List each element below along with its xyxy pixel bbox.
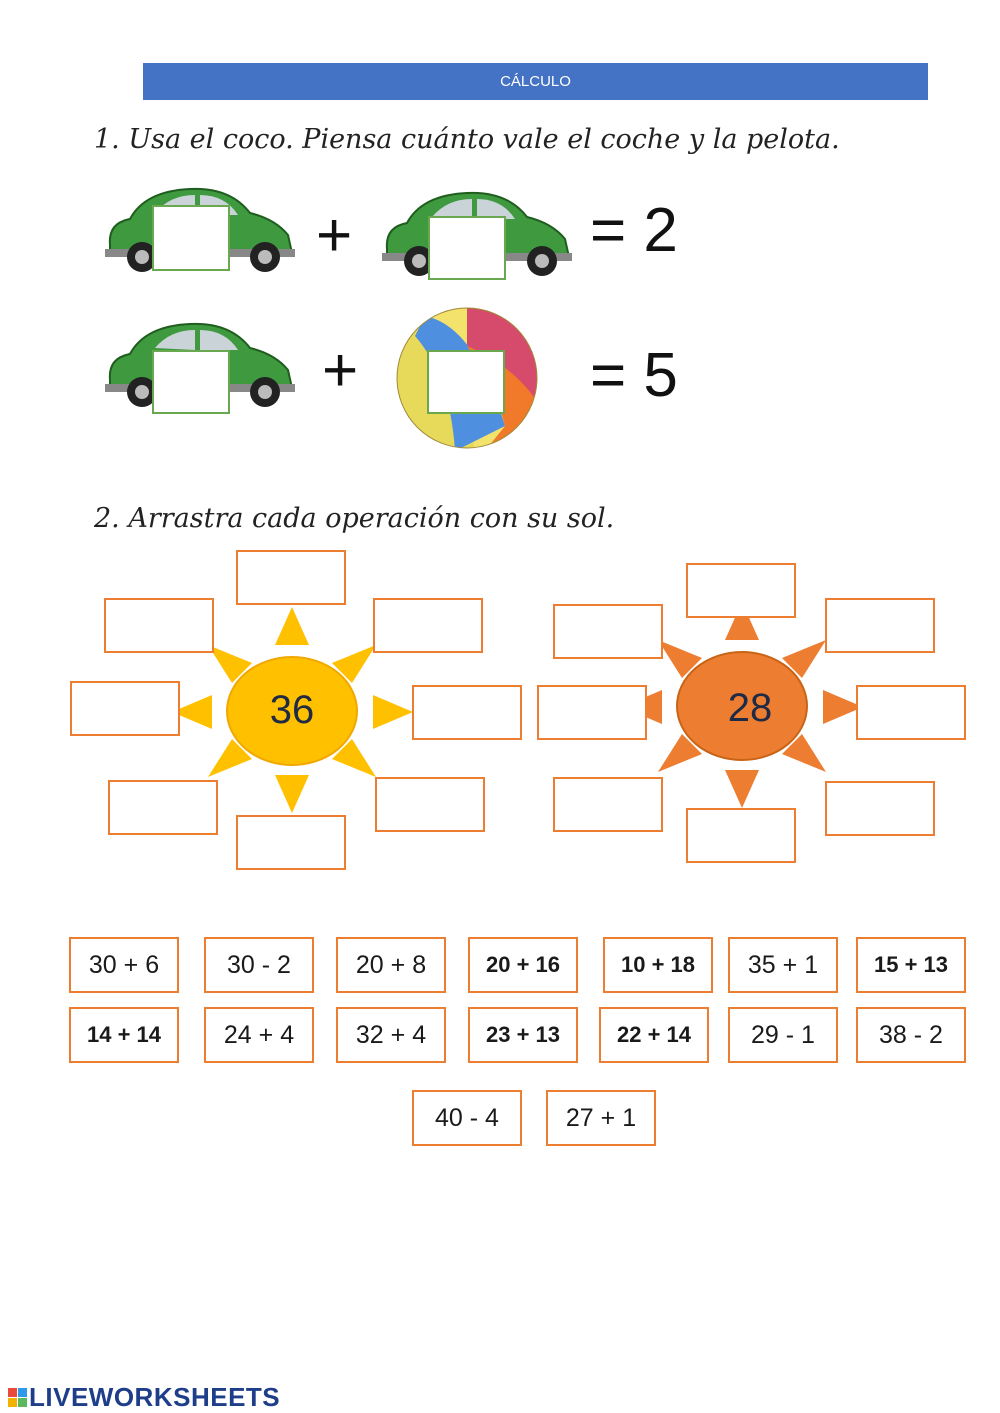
drop-box-sun-36[interactable] — [412, 685, 522, 740]
operation-chip[interactable]: 14 + 14 — [69, 1007, 179, 1063]
drop-box-sun-28[interactable] — [686, 808, 796, 863]
drop-box-sun-28[interactable] — [553, 777, 663, 832]
operation-chip[interactable]: 38 - 2 — [856, 1007, 966, 1063]
operation-chip[interactable]: 27 + 1 — [546, 1090, 656, 1146]
operation-chip[interactable]: 20 + 16 — [468, 937, 578, 993]
operation-chip[interactable]: 29 - 1 — [728, 1007, 838, 1063]
plus-sign: + — [316, 201, 353, 270]
operation-chip[interactable]: 30 - 2 — [204, 937, 314, 993]
page-title-bar — [143, 63, 928, 100]
operation-chip[interactable]: 22 + 14 — [599, 1007, 709, 1063]
operation-chip[interactable]: 32 + 4 — [336, 1007, 446, 1063]
operation-chip[interactable]: 40 - 4 — [412, 1090, 522, 1146]
drop-box-sun-28[interactable] — [825, 781, 935, 836]
operation-chip[interactable]: 30 + 6 — [69, 937, 179, 993]
drop-box-sun-28[interactable] — [686, 563, 796, 618]
drop-box-sun-28[interactable] — [537, 685, 647, 740]
drop-box-sun-36[interactable] — [236, 550, 346, 605]
operation-chip[interactable]: 24 + 4 — [204, 1007, 314, 1063]
result-5: = 5 — [590, 341, 678, 410]
drop-box-sun-36[interactable] — [236, 815, 346, 870]
drop-box-sun-28[interactable] — [856, 685, 966, 740]
drop-box-sun-36[interactable] — [104, 598, 214, 653]
operation-chip[interactable]: 20 + 8 — [336, 937, 446, 993]
drop-box-sun-28[interactable] — [825, 598, 935, 653]
page-title: CÁLCULO — [500, 73, 571, 90]
car-answer-box-1[interactable] — [152, 205, 230, 271]
operation-chip[interactable]: 15 + 13 — [856, 937, 966, 993]
sun-value-28: 28 — [727, 686, 773, 730]
ball-answer-box[interactable] — [427, 350, 505, 414]
exercise-1-instruction: 1. Usa el coco. Piensa cuánto vale el coche y la pelota. — [94, 124, 840, 155]
drop-box-sun-28[interactable] — [553, 604, 663, 659]
drop-box-sun-36[interactable] — [375, 777, 485, 832]
liveworksheets-logo — [8, 1382, 280, 1413]
drop-box-sun-36[interactable] — [373, 598, 483, 653]
car-answer-box-2[interactable] — [428, 216, 506, 280]
result-2: = 2 — [590, 196, 678, 265]
exercise-2-instruction: 2. Arrastra cada operación con su sol. — [94, 503, 615, 534]
plus-sign: + — [322, 336, 359, 405]
brand-grid-icon — [8, 1388, 27, 1407]
operation-chip[interactable]: 35 + 1 — [728, 937, 838, 993]
operation-chip[interactable]: 10 + 18 — [603, 937, 713, 993]
drop-box-sun-36[interactable] — [70, 681, 180, 736]
car-answer-box-3[interactable] — [152, 350, 230, 414]
operation-chip[interactable]: 23 + 13 — [468, 1007, 578, 1063]
sun-value-36: 36 — [269, 688, 315, 732]
drop-box-sun-36[interactable] — [108, 780, 218, 835]
brand-name: LIVEWORKSHEETS — [29, 1382, 281, 1412]
